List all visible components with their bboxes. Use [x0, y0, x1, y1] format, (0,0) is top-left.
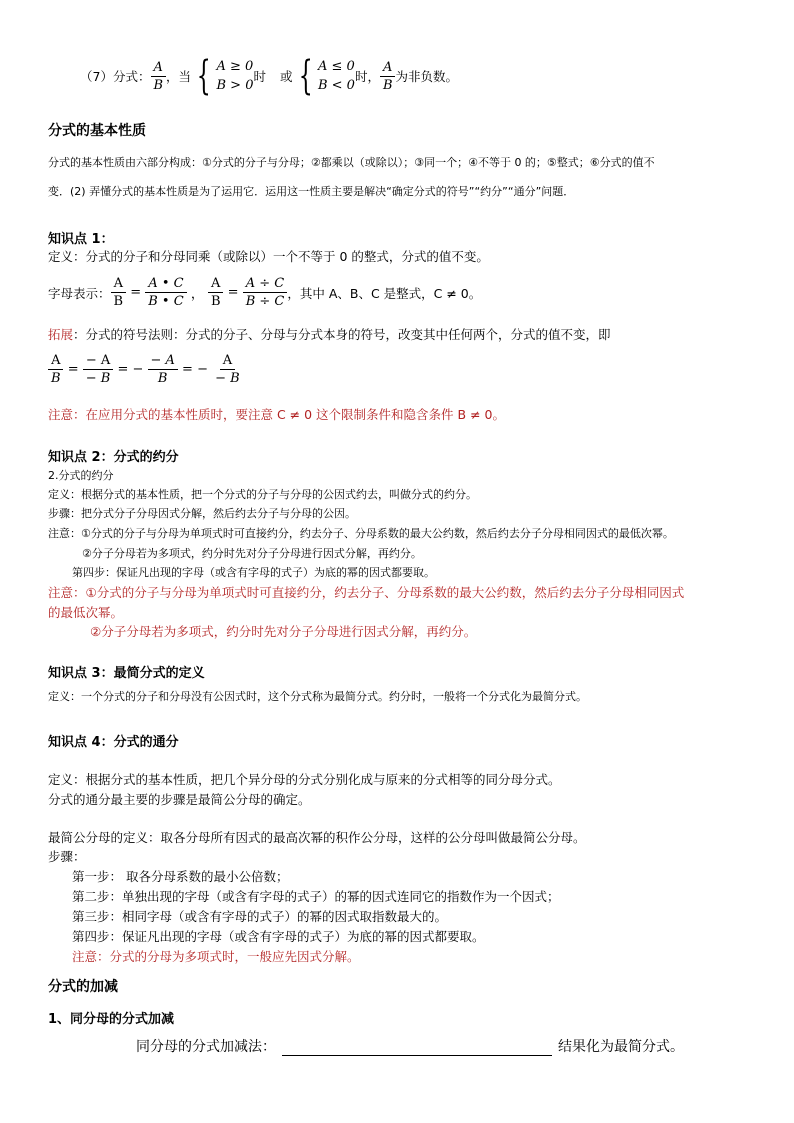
fraction: $\frac{A}{B}$ [208, 275, 224, 310]
condition-system-2: A ≤ 0 B < 0 [317, 59, 355, 93]
item7-prefix: （7）分式： [80, 69, 151, 84]
left-brace-icon: { [298, 53, 313, 99]
k4-step-4: 第四步：保证凡出现的字母（或含有字母的式子）为底的幂的因式都要取。 [72, 929, 485, 944]
fraction: $\frac{A • C}{B • C}$ [145, 275, 186, 310]
k4-note: 注意：分式的分母为多项式时，一般应先因式分解。 [72, 949, 360, 964]
fraction: $\frac{- A}{B}$ [148, 352, 178, 387]
item7-fraction: $\frac{A}{B}$ [150, 59, 166, 94]
condition-system-1: A ≥ 0 B > 0 [216, 59, 254, 93]
k4-title: 知识点 4：分式的通分 [48, 735, 179, 750]
k4-steps-label: 步骤： [48, 849, 86, 864]
fraction: $\frac{A \div C}{B \div C}$ [243, 275, 288, 310]
fraction: $\frac{A}{B}$ [48, 352, 64, 387]
k2-step-4: 第四步：保证凡出现的字母（或含有字母的式子）为底的幂的因式都要取。 [72, 566, 435, 579]
k1-sign-rule: $\frac{A}{B}$ = $\frac{- A}{- B}$ = − $\frac{- A}{B}$ = − $\frac{A}{- B}$ [48, 352, 243, 387]
k1-letter-formula: 字母表示： $\frac{A}{B}$ = $\frac{A • C}{B • C}$ ， $\frac{A}{B}$ = $\frac{A \div C}{B \div C}$ ，其中 A、B、C 是整式，C ≠ 0。 [48, 276, 482, 309]
k4-main-step: 分式的通分最主要的步骤是最简公分母的确定。 [48, 792, 311, 807]
k2-red-note-2: ②分子分母若为多项式，约分时先对分子分母进行因式分解，再约分。 [90, 624, 477, 639]
addsub-rule-label: 同分母的分式加减法： [136, 1039, 276, 1055]
addsub-rule-tail: 结果化为最简分式。 [558, 1039, 684, 1055]
item7-shi2: 时， [354, 69, 380, 84]
k1-title: 知识点 1： [48, 232, 114, 247]
addsub-rule-line [136, 1036, 684, 1056]
item7-when: ，当 [166, 69, 192, 84]
item7-fraction-2: $\frac{A}{B}$ [380, 59, 396, 94]
section-heading-addsub: 分式的加减 [48, 979, 118, 995]
section-heading-basic: 分式的基本性质 [48, 123, 146, 139]
k2-definition: 定义：根据分式的基本性质，把一个分式的分子与分母的公因式约去，叫做分式的约分。 [48, 488, 477, 501]
k4-step-1: 第一步： 取各分母系数的最小公倍数； [72, 869, 289, 884]
k1-note: 注意：在应用分式的基本性质时，要注意 C ≠ 0 这个限制条件和隐含条件 B ≠ 0。 [48, 407, 505, 422]
basic-line-2: 变．(2) 弄懂分式的基本性质是为了运用它．运用这一性质主要是解决“确定分式的符号”“约分”“通分”问题． [48, 185, 575, 198]
k4-step-2: 第二步：单独出现的字母（或含有字母的式子）的幂的因式连同它的指数作为一个因式； [72, 889, 560, 904]
k2-red-note-1: 注意：①分式的分子与分母为单项式时可直接约分，约去分子、分母系数的最大公约数，然后约去分子分母相同因式 [48, 585, 685, 600]
item7-suffix: 为非负数。 [395, 69, 459, 84]
k2-note-2: ②分子分母若为多项式，约分时先对分子分母进行因式分解，再约分。 [82, 547, 422, 560]
k3-definition: 定义：一个分式的分子和分母没有公因式时，这个分式称为最简分式。约分时，一般将一个分式化为最简分式。 [48, 690, 587, 703]
k2-note-1: 注意：①分式的分子与分母为单项式时可直接约分，约去分子、分母系数的最大公约数，然后约去分子分母相同因式的最低次幂。 [48, 527, 674, 540]
k2-title: 知识点 2：分式的约分 [48, 450, 179, 465]
item7-or: 或 [279, 69, 293, 84]
left-brace-icon: { [196, 53, 211, 99]
fraction: $\frac{- A}{- B}$ [83, 352, 114, 387]
fraction: $\frac{A}{- B}$ [215, 353, 240, 386]
k2-subtitle: 2.分式的约分 [48, 469, 114, 482]
item7-shi1: 时 [253, 69, 266, 84]
k1-extension: 拓展：分式的符号法则：分式的分子、分母与分式本身的符号，改变其中任何两个，分式的值不变，即 [48, 327, 611, 342]
fraction: $\frac{A}{B}$ [111, 275, 127, 310]
k2-steps: 步骤：把分式分子分母因式分解，然后约去分子与分母的公因。 [48, 507, 356, 520]
addsub-subheading: 1、同分母的分式加减 [48, 1012, 175, 1027]
k3-title: 知识点 3：最简分式的定义 [48, 666, 205, 681]
fill-in-blank[interactable] [282, 1041, 552, 1056]
basic-line-1: 分式的基本性质由六部分构成：①分式的分子与分母；②都乘以（或除以）；③同一个；④不等于 0 的；⑤整式；⑥分式的值不 [48, 156, 655, 169]
k4-step-3: 第三步：相同字母（或含有字母的式子）的幂的因式取指数最大的。 [72, 909, 448, 924]
k4-definition: 定义：根据分式的基本性质，把几个异分母的分式分别化成与原来的分式相等的同分母分式。 [48, 772, 561, 787]
k4-lcd-definition: 最简公分母的定义：取各分母所有因式的最高次幂的积作公分母，这样的公分母叫做最简公分母。 [48, 830, 586, 845]
k2-red-note-1b: 的最低次幂。 [48, 605, 124, 620]
item7-line [80, 53, 459, 99]
extension-label: 拓展 [48, 327, 74, 342]
k1-definition: 定义：分式的分子和分母同乘（或除以）一个不等于 0 的整式，分式的值不变。 [48, 249, 489, 264]
